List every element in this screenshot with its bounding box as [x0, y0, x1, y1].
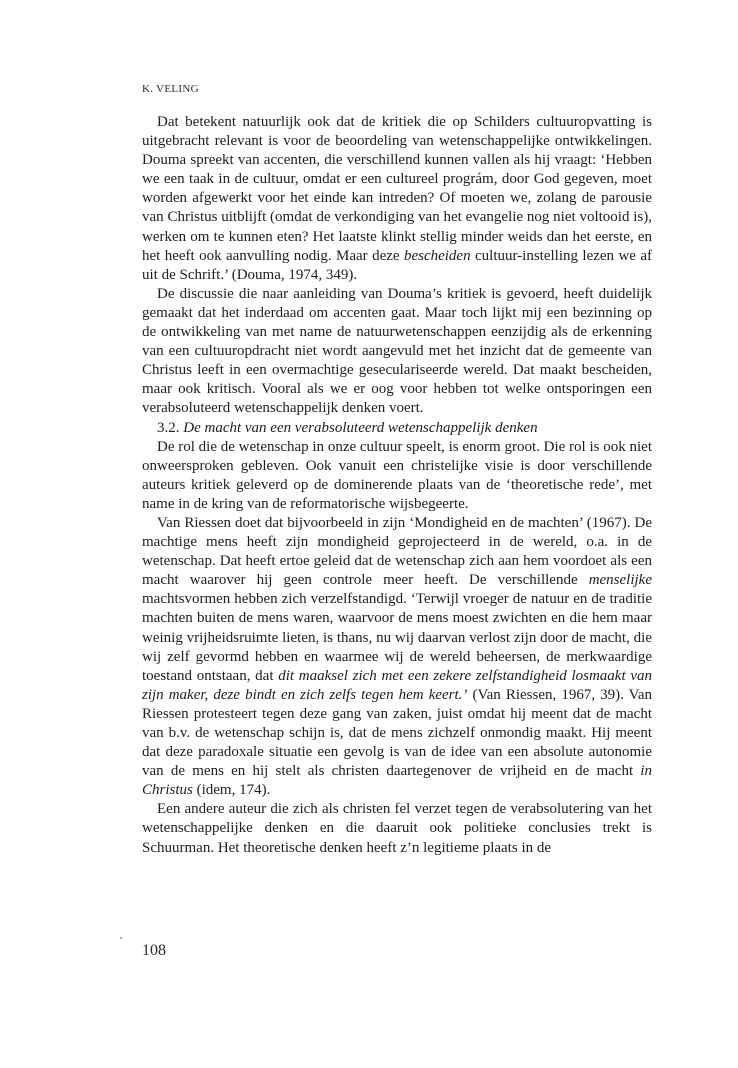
paragraph: [142, 514, 652, 800]
margin-mark: [120, 937, 122, 939]
paragraph-text: (idem, 174).: [192, 782, 271, 799]
paragraph: [142, 113, 652, 285]
paragraph: De rol die de wetenschap in onze cultuur speelt, is enorm groot. Die rol is ook niet onweersproken gebleven. Ook vanuit een christelijke visie is door verschillende auteurs kritiek geleverd op de dominerende plaats van de ‘theoretische rede’, met name in de kring van de reformatorische wijsbegeerte.: [142, 438, 652, 512]
emphasis: in Christus: [142, 763, 652, 799]
paragraph-text: (Van Riessen, 1967, 39). Van Riessen protesteert tegen deze gang van zaken, juist omdat hij meent dat de macht van b.v. de wetenschap schijn is, dat de mens zichzelf onmondig maakt. Hij meent dat deze paradoxale situatie een gevolg is van de idee van een absolute autonomie van de mens en hij stelt als christen daartegenover de vrijheid en de macht: [142, 686, 652, 780]
paragraph: De discussie die naar aanleiding van Douma’s kritiek is gevoerd, heeft duidelijk gemaakt dat het inderdaad om accenten gaat. Maar toch lijkt mij een bezinning op de ontwikkeling van met name de natuurwetenschappen eenzijdig als de erkenning van een cultuuropdracht niet wordt aangevuld met het inzicht dat de gemeente van Christus leeft in een overmachtige geseculariseerde wereld. Dat maakt bescheiden, maar ook kritisch. Vooral als we er oog voor hebben tot welke ontsporingen een verabsoluteerd wetenschappelijk denken voert.: [142, 285, 652, 417]
emphasis: dit maaksel zich met een zekere zelfstandigheid losmaakt van zijn maker, deze bindt en zich zelfs tegen hem keert.’: [142, 667, 652, 703]
paragraph-text: cultuur-instelling lezen we af uit de Schrift.’ (Douma, 1974, 349).: [142, 247, 652, 283]
page-number: 108: [142, 942, 166, 959]
emphasis: menselijke: [588, 572, 652, 589]
paragraph-text: Dat betekent natuurlijk ook dat de kritiek die op Schilders cultuuropvatting is uitgebracht relevant is voor de beoordeling van wetenschappelijke ontwikkelingen. Douma spreekt van accenten, die verschillend kunnen vallen als hij vraagt: ‘Hebben we een taak in de cultuur, omdat er een cultureel prográm, door God gegeven, moet worden afgewerkt voor het einde kan intreden? Of moeten we, zolang de parousie van Christus uitblijft (omdat de verkondiging van het evangelie nog niet voltooid is), werken om te kunnen eten? Het laatste klinkt stellig minder weids dan het eerste, en het heeft ook aanvulling nodig. Maar deze: [142, 114, 652, 264]
section-title: De macht van een verabsoluteerd wetenschappelijk denken: [183, 419, 538, 436]
paragraph-text: machtsvormen hebben zich verzelfstandigd. ‘Terwijl vroeger de natuur en de traditie machten buiten de mens waren, waarvoor de mens moest zwichten en die hem maar weinig vrijheidsruimte lieten, is thans, nu wij daarvan verlost zijn door de macht, die wij zelf gevormd hebben en waarmee wij de wereld beheersen, de merkwaardige toestand ontstaan, dat: [142, 591, 652, 684]
paragraph-text: Van Riessen doet dat bijvoorbeeld in zijn ‘Mondigheid en de machten’ (1967). De machtige mens heeft zijn mondigheid geprojecteerd in de wereld, o.a. in de wetenschap. Dat heeft ertoe geleid dat de wetenschap zich aan hem voordoet als een macht waarover hij geen controle meer heeft. De verschillende: [142, 514, 652, 589]
emphasis: bescheiden: [403, 247, 471, 264]
paragraph: Een andere auteur die zich als christen fel verzet tegen de verabsolutering van het wetenschappelijke denken en die daaruit ook politieke conclusies trekt is Schuurman. Het theoretische denken heeft z’n legitieme plaats in de: [142, 801, 652, 856]
body-text: [142, 113, 652, 858]
section-number: 3.2.: [157, 419, 184, 436]
running-head: K. VELING: [142, 83, 199, 95]
section-heading: [142, 419, 652, 438]
